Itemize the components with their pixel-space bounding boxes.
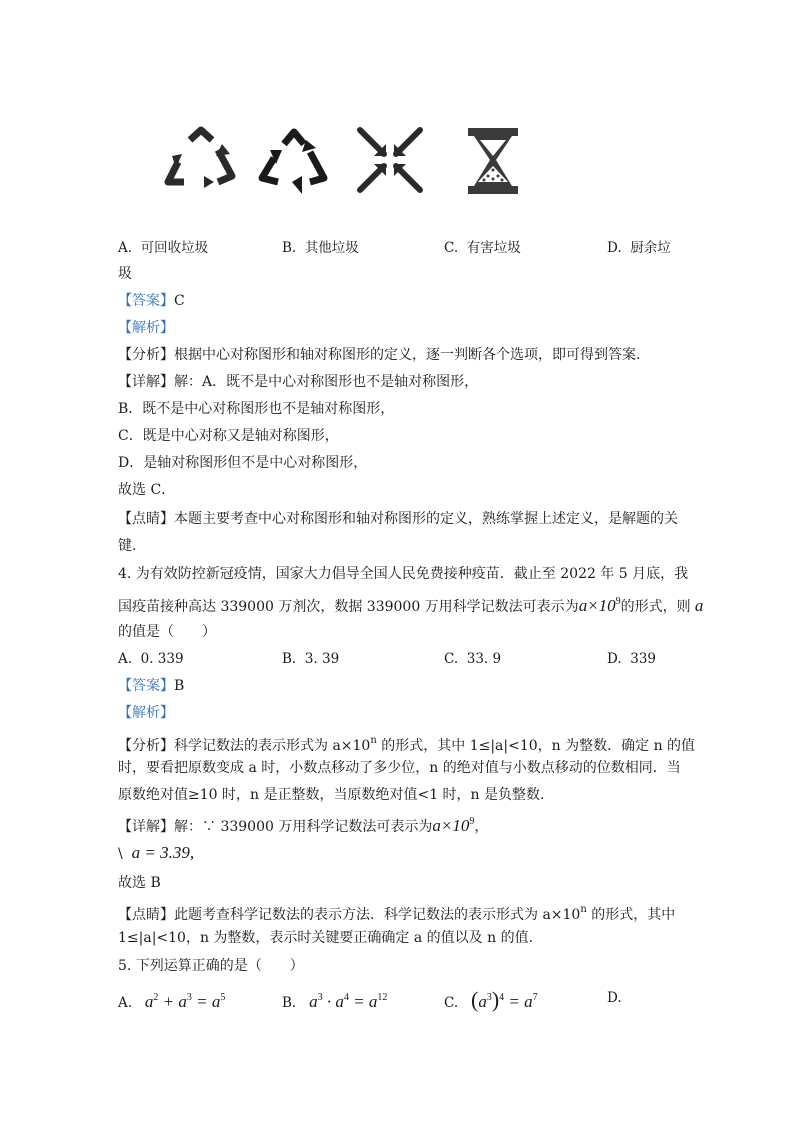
q5-option-c: C. $(a^3)^4 = a^7$ <box>444 987 538 1012</box>
q4-comment-wrap: 1≤|a|<10，n 为整数，表示时关键要正确确定 a 的值以及 n 的值. <box>118 930 534 946</box>
q3-comment-wrap: 键. <box>118 538 137 554</box>
hazardous-arrows-icon <box>356 126 424 194</box>
q5-option-d: D. <box>607 990 622 1006</box>
q4-fenxi: 时，要看把原数变成 a 时，小数点移动了多少位，n 的绝对值与小数点移动的位数相同．当 <box>118 760 681 776</box>
q4-detail: 故选 B <box>118 875 161 891</box>
q4-fenxi: 原数绝对值≥10 时，n 是正整数，当原数绝对值<1 时，n 是负整数. <box>118 787 545 803</box>
q4-stem: 的值是（ ） <box>118 624 216 640</box>
other-waste-icon <box>256 126 332 200</box>
q4-option-b: B. 3. 39 <box>282 651 340 667</box>
q3-fenxi: 【分析】根据中心对称图形和轴对称图形的定义，逐一判断各个选项，即可得到答案. <box>118 347 641 363</box>
q4-stem: 4. 为有效防控新冠疫情，国家大力倡导全国人民免费接种疫苗．截止至 2022 年 5 月底，我 <box>118 566 689 582</box>
q4-fenxi: 【分析】科学记数法的表示形式为 $a\times 10^n$ 的形式，其中 1≤|a|<10，n 为整数．确定 n 的值 <box>118 735 696 754</box>
q3-detail-line: D．是轴对称图形但不是中心对称图形， <box>118 455 368 471</box>
q4-comment: 【点睛】此题考查科学记数法的表示方法．科学记数法的表示形式为 $a\times 10^n$ 的形式，其中 <box>118 904 676 923</box>
q3-option-c: C. 有害垃圾 <box>444 240 521 256</box>
q3-detail-line: B．既不是中心对称图形也不是轴对称图形， <box>118 401 395 417</box>
q4-option-d: D. 339 <box>607 651 657 667</box>
q3-answer: 【答案】C <box>118 293 185 309</box>
q3-option-b: B. 其他垃圾 <box>282 240 359 256</box>
q4-detail: 【详解】解：∵ 339000 万用科学记数法可表示为$a\times 10^9$， <box>118 816 489 835</box>
q3-comment: 【点睛】本题主要考查中心对称图形和轴对称图形的定义，熟练掌握上述定义，是解题的关 <box>118 511 678 527</box>
q4-analysis-heading: 【解析】 <box>118 705 174 721</box>
q3-analysis-heading: 【解析】 <box>118 320 174 336</box>
q4-detail: \ a = 3.39, <box>118 843 195 862</box>
q3-detail-line: 故选 C． <box>118 482 176 498</box>
q3-option-d: D. 厨余垃 <box>607 240 671 256</box>
q4-stem: 国疫苗接种高达 339000 万剂次，数据 339000 万用科学记数法可表示为$a\times 10^9$的形式，则 a <box>118 596 704 615</box>
q4-option-c: C. 33. 9 <box>444 651 502 667</box>
q4-answer: 【答案】B <box>118 678 185 694</box>
q3-option-wrap: 圾 <box>118 266 132 282</box>
q3-detail-line: 【详解】解：A．既不是中心对称图形也不是轴对称图形， <box>118 374 479 390</box>
q3-detail-line: C．既是中心对称又是轴对称图形， <box>118 428 339 444</box>
q5-option-a: A. $a^2 + a^3 = a^5$ <box>118 992 226 1011</box>
recycle-icon <box>160 126 242 196</box>
hourglass-icon <box>466 126 520 196</box>
q3-option-a: A. 可回收垃圾 <box>118 240 209 256</box>
q5-stem: 5. 下列运算正确的是（ ） <box>118 958 304 974</box>
q4-option-a: A. 0. 339 <box>118 651 184 667</box>
q5-option-b: B. $a^3 \cdot a^4 = a^{12}$ <box>282 992 388 1011</box>
